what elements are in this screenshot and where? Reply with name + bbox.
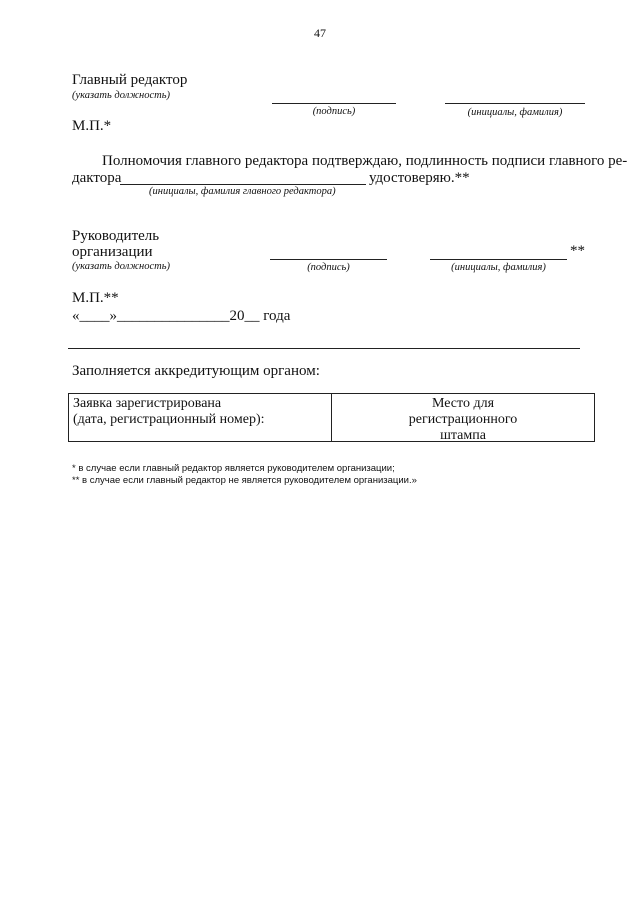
- editor-stamp-mark: М.П.*: [72, 118, 112, 134]
- registration-right-line3: штампа: [440, 428, 486, 443]
- editor-title: Главный редактор: [72, 72, 188, 88]
- confirmation-line1: Полномочия главного редактора подтверждаю, подлинность подписи главного ре-: [102, 153, 628, 169]
- footnote-1: * в случае если главный редактор является руководителем организации;: [72, 463, 395, 474]
- head-signature-line: [270, 259, 387, 260]
- head-title-line2: организации: [72, 244, 153, 260]
- date-line: «____»_______________20__ года: [72, 308, 291, 324]
- editor-initials-line: [445, 103, 585, 104]
- footnote-2: ** в случае если главный редактор не является руководителем организации.»: [72, 475, 417, 486]
- editor-position-hint: (указать должность): [72, 90, 171, 101]
- head-initials-caption: (инициалы, фамилия): [451, 262, 546, 273]
- registration-right-line1: Место для: [431, 396, 495, 411]
- head-stamp-mark: М.П.**: [72, 290, 119, 306]
- registration-table: [68, 393, 595, 442]
- head-title-line1: Руководитель: [72, 228, 160, 244]
- head-initials-mark: **: [570, 243, 585, 259]
- editor-signature-caption: (подпись): [312, 106, 356, 117]
- registration-right-line2: регистрационного: [408, 412, 518, 427]
- page-number: 47: [314, 26, 326, 40]
- registration-right-cell: [332, 396, 594, 444]
- head-signature-caption: (подпись): [307, 262, 350, 273]
- chief-editor-name-caption: (инициалы, фамилия главного редактора): [149, 186, 336, 197]
- editor-initials-caption: (инициалы, фамилия): [467, 107, 563, 118]
- registration-left-line1: Заявка зарегистрирована: [73, 396, 222, 411]
- editor-signature-line: [272, 103, 396, 104]
- confirmation-line2-suffix: удостоверяю.**: [369, 170, 470, 186]
- head-position-hint: (указать должность): [72, 261, 171, 272]
- registration-left-line2: (дата, регистрационный номер):: [73, 412, 265, 427]
- confirmation-line2-prefix: дактора: [72, 170, 122, 186]
- accreditation-heading: Заполняется аккредитующим органом:: [72, 363, 320, 379]
- head-initials-line: [430, 259, 567, 260]
- chief-editor-name-line: [120, 184, 366, 185]
- registration-left-cell: [73, 396, 265, 428]
- section-separator: [68, 348, 580, 349]
